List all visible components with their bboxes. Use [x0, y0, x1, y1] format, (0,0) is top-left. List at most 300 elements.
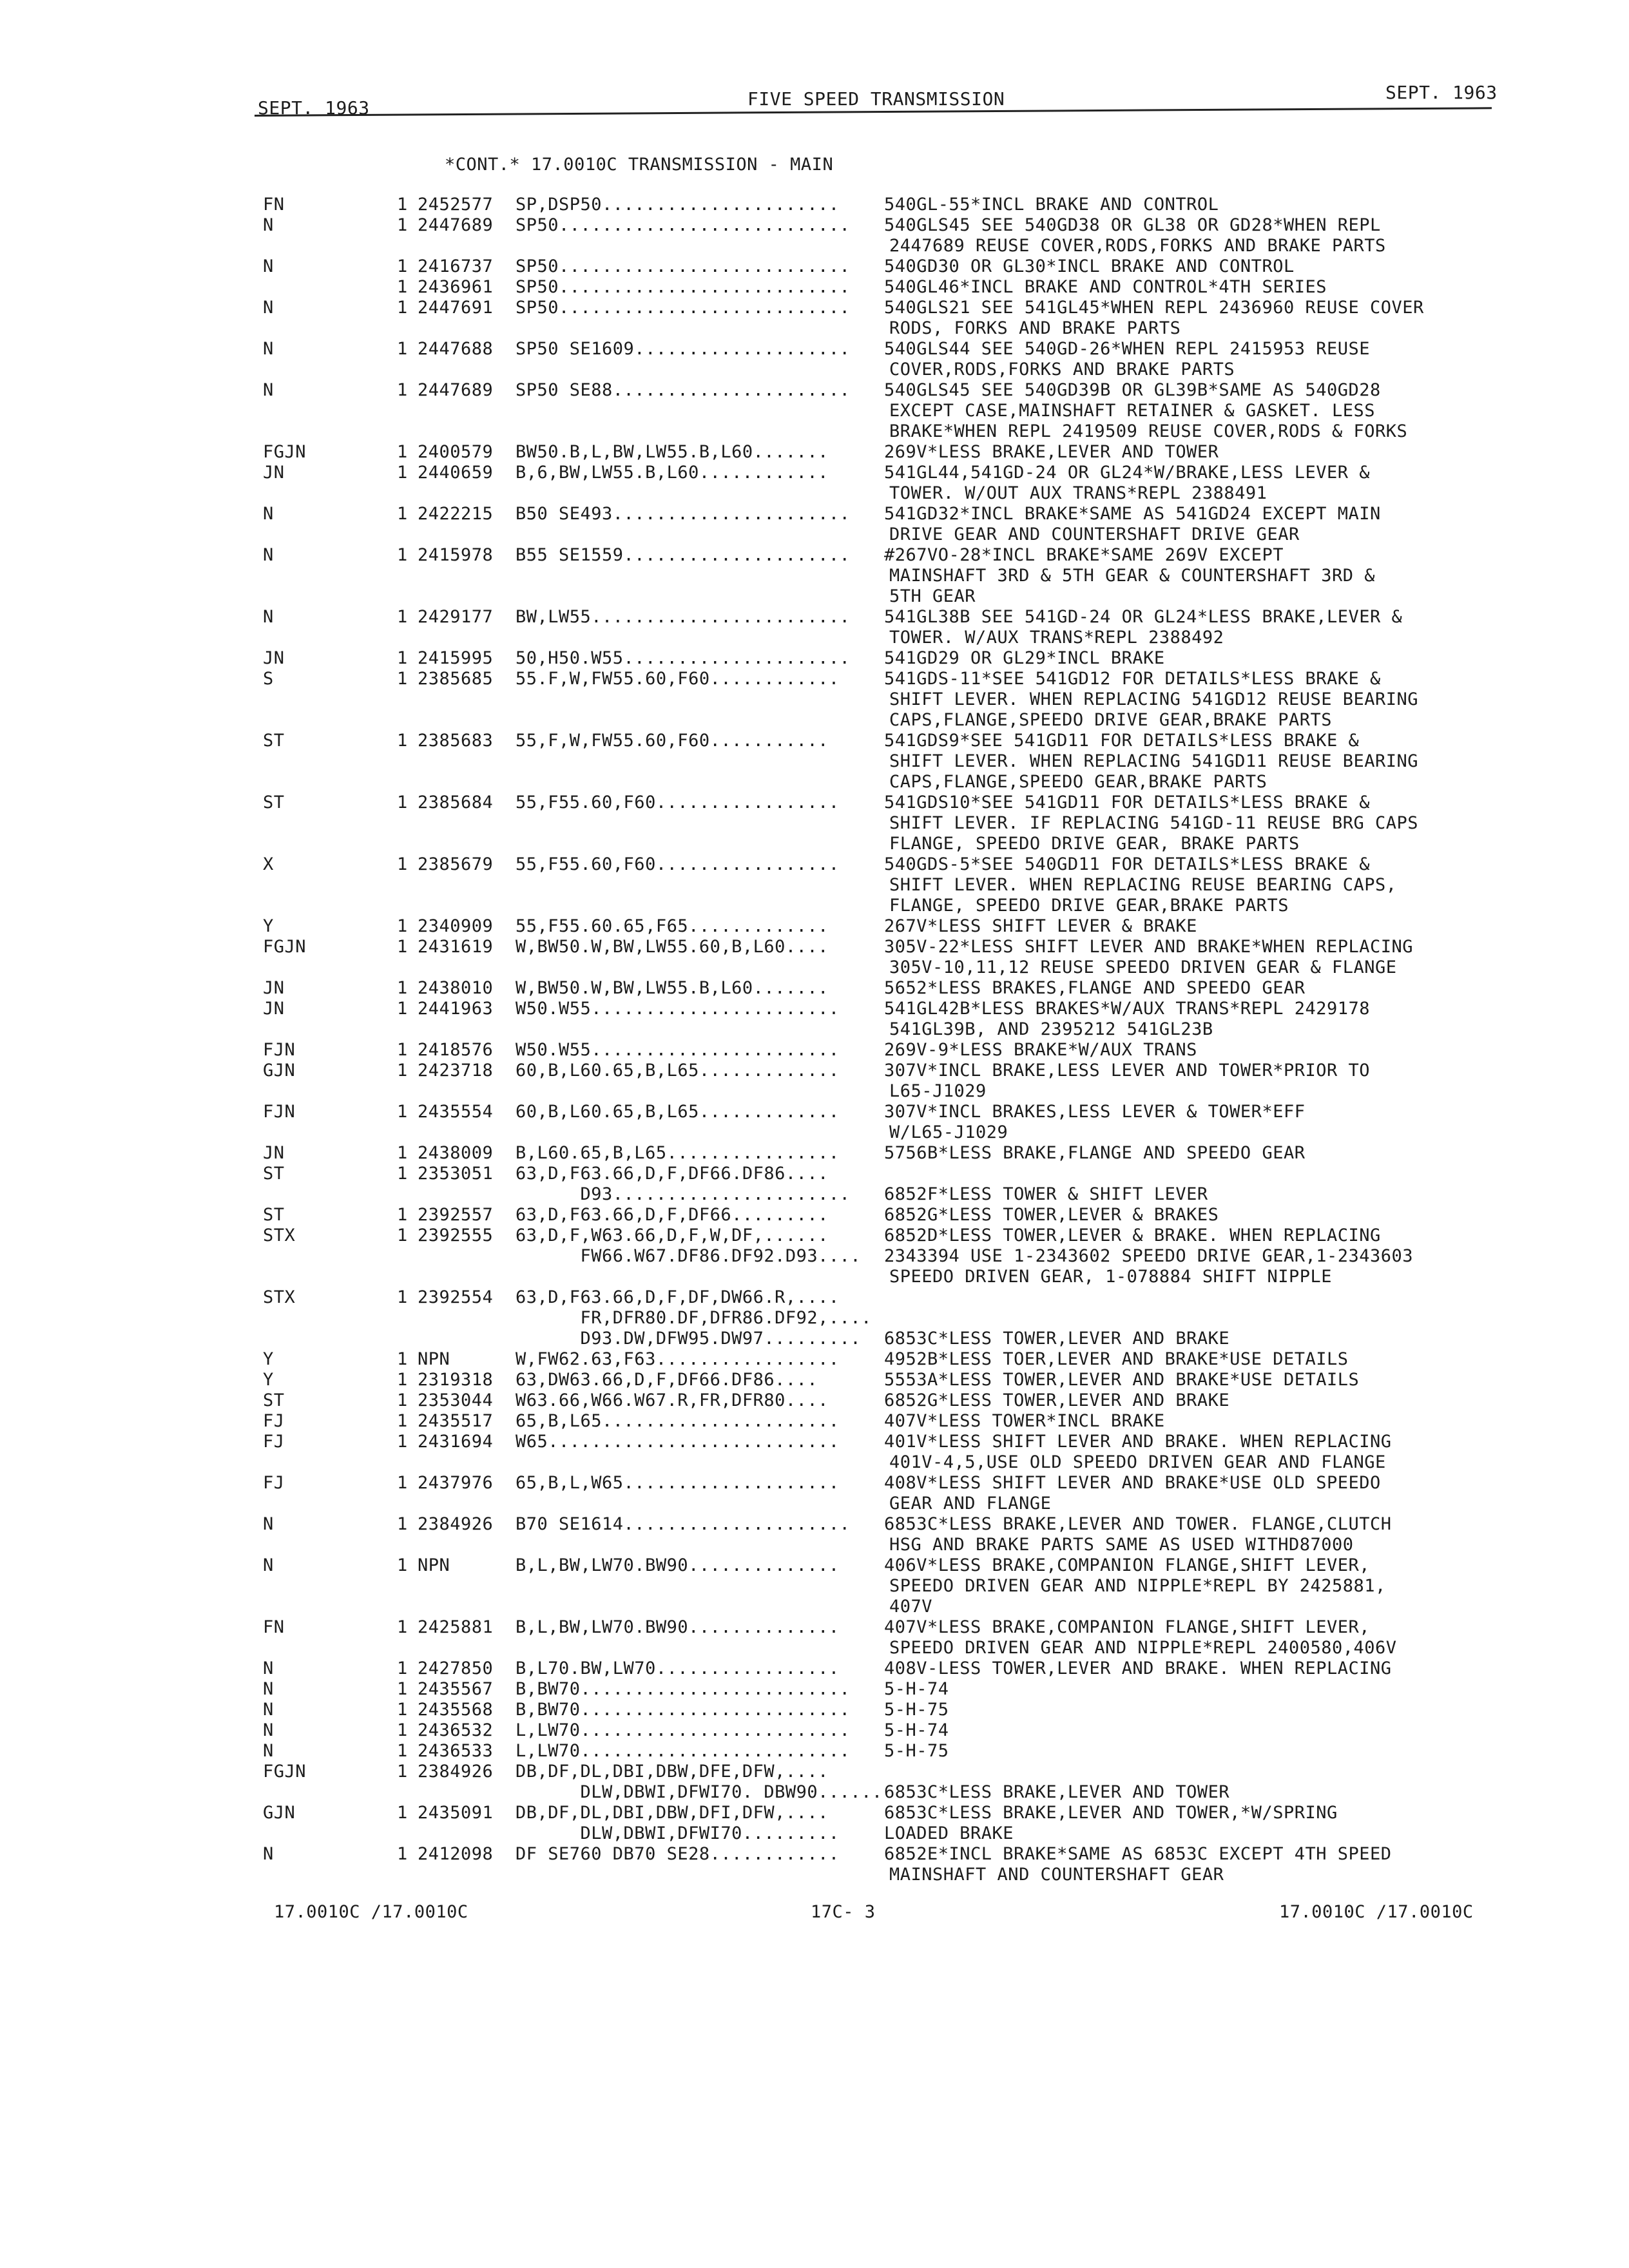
description: 6853C*LESS BRAKE,LEVER AND TOWER,*W/SPRING: [884, 1803, 1338, 1823]
applicability-code: Y: [263, 916, 274, 936]
entry-continuation-line: [0, 957, 1629, 978]
model-list: BW,LW55........................: [516, 607, 851, 627]
quantity: 1: [397, 999, 408, 1019]
parts-entry: [0, 1762, 1629, 1782]
entry-continuation-line: [0, 1597, 1629, 1617]
description: 6852F*LESS TOWER & SHIFT LEVER: [884, 1184, 1208, 1204]
entry-line: [0, 380, 1629, 401]
entry-continuation-line: [0, 524, 1629, 545]
entry-line: [0, 1329, 1629, 1349]
description: 540GLS21 SEE 541GL45*WHEN REPL 2436960 REUSE COVER: [884, 298, 1424, 318]
entry-continuation-line: [0, 1452, 1629, 1473]
description: 6853C*LESS TOWER,LEVER AND BRAKE: [884, 1329, 1230, 1349]
description: 540GLS44 SEE 540GD-26*WHEN REPL 2415953 REUSE: [884, 339, 1370, 359]
quantity: 1: [397, 978, 408, 998]
description-continued: MAINSHAFT 3RD & 5TH GEAR & COUNTERSHAFT 3RD &: [889, 566, 1375, 586]
header-date-right: SEPT. 1963: [1385, 82, 1498, 103]
description-continued: 2447689 REUSE COVER,RODS,FORKS AND BRAKE PARTS: [889, 236, 1386, 256]
parts-entry: [0, 1700, 1629, 1720]
description-continued: CAPS,FLANGE,SPEEDO DRIVE GEAR,BRAKE PARTS: [889, 710, 1332, 730]
entry-line: [0, 1514, 1629, 1535]
description-continued: SPEEDO DRIVEN GEAR AND NIPPLE*REPL 2400580,406V: [889, 1638, 1397, 1658]
entry-line: [0, 1246, 1629, 1267]
entry-line: [0, 1473, 1629, 1494]
applicability-code: JN: [263, 648, 285, 668]
entry-continuation-line: [0, 1865, 1629, 1885]
description: 541GD32*INCL BRAKE*SAME AS 541GD24 EXCEPT MAIN: [884, 504, 1381, 524]
part-number: 2441963: [418, 999, 494, 1019]
applicability-code: N: [263, 1555, 274, 1575]
quantity: 1: [397, 607, 408, 627]
description: 541GL38B SEE 541GD-24 OR GL24*LESS BRAKE,LEVER &: [884, 607, 1403, 627]
entry-line: [0, 1555, 1629, 1576]
applicability-code: N: [263, 256, 274, 276]
applicability-code: FN: [263, 195, 285, 215]
description: 541GD29 OR GL29*INCL BRAKE: [884, 648, 1165, 668]
entry-line: [0, 1658, 1629, 1679]
parts-entry: [0, 1205, 1629, 1225]
quantity: 1: [397, 298, 408, 318]
part-number: 2435567: [418, 1679, 494, 1699]
quantity: 1: [397, 380, 408, 400]
entry-line: [0, 215, 1629, 236]
model-list: 55,F55.60,F60.................: [516, 793, 840, 812]
description-continued: W/L65-J1029: [889, 1122, 1008, 1142]
applicability-code: FGJN: [263, 1762, 307, 1782]
parts-entry: [0, 1349, 1629, 1370]
part-number: 2435091: [418, 1803, 494, 1823]
quantity: 1: [397, 1040, 408, 1060]
applicability-code: FJ: [263, 1411, 285, 1431]
description-continued: CAPS,FLANGE,SPEEDO GEAR,BRAKE PARTS: [889, 772, 1268, 792]
description-continued: 5TH GEAR: [889, 586, 976, 606]
applicability-code: STX: [263, 1225, 296, 1245]
parts-entry: [0, 277, 1629, 298]
model-list: 63,D,F63.66,D,F,DF,DW66.R,....: [516, 1287, 840, 1307]
quantity: 1: [397, 937, 408, 957]
entry-continuation-line: [0, 566, 1629, 586]
quantity: 1: [397, 731, 408, 751]
description: 541GL42B*LESS BRAKES*W/AUX TRANS*REPL 2429178: [884, 999, 1370, 1019]
description: 5756B*LESS BRAKE,FLANGE AND SPEEDO GEAR: [884, 1143, 1306, 1163]
quantity: 1: [397, 1844, 408, 1864]
parts-entry: [0, 1473, 1629, 1514]
model-list: 60,B,L60.65,B,L65.............: [516, 1102, 840, 1122]
applicability-code: STX: [263, 1287, 296, 1307]
parts-entry: [0, 1102, 1629, 1143]
parts-entry: [0, 463, 1629, 504]
entry-continuation-line: [0, 1267, 1629, 1287]
model-list: FR,DFR80.DF,DFR86.DF92,....: [516, 1308, 872, 1328]
header-title: FIVE SPEED TRANSMISSION: [747, 88, 1005, 110]
description-continued: 305V-10,11,12 REUSE SPEEDO DRIVEN GEAR & FLANGE: [889, 957, 1397, 977]
part-number: 2436961: [418, 277, 494, 297]
entry-line: [0, 1762, 1629, 1782]
footer-ref-right: 17.0010C /17.0010C: [1279, 1902, 1474, 1922]
parts-entry: [0, 1246, 1629, 1287]
quantity: 1: [397, 1658, 408, 1678]
applicability-code: N: [263, 1720, 274, 1740]
applicability-code: FJ: [263, 1473, 285, 1493]
footer-ref-left: 17.0010C /17.0010C: [274, 1902, 468, 1922]
parts-entry: [0, 607, 1629, 648]
quantity: 1: [397, 442, 408, 462]
model-list: SP50...........................: [516, 298, 851, 318]
parts-entry: [0, 256, 1629, 277]
parts-entry: [0, 854, 1629, 916]
description: 401V*LESS SHIFT LEVER AND BRAKE. WHEN REPLACING: [884, 1432, 1392, 1452]
entry-line: [0, 1061, 1629, 1081]
description: 541GDS-11*SEE 541GD12 FOR DETAILS*LESS BRAKE &: [884, 669, 1381, 689]
quantity: 1: [397, 1720, 408, 1740]
model-list: W50.W55.......................: [516, 1040, 840, 1060]
entry-line: [0, 442, 1629, 463]
entry-line: [0, 731, 1629, 751]
model-list: BW50.B,L,BW,LW55.B,L60.......: [516, 442, 829, 462]
parts-entry: [0, 978, 1629, 999]
description-continued: FLANGE, SPEEDO DRIVE GEAR, BRAKE PARTS: [889, 834, 1300, 854]
applicability-code: FJ: [263, 1432, 285, 1452]
entry-line: [0, 256, 1629, 277]
description: 4952B*LESS TOER,LEVER AND BRAKE*USE DETAILS: [884, 1349, 1349, 1369]
entry-continuation-line: [0, 1638, 1629, 1658]
applicability-code: JN: [263, 463, 285, 483]
model-list: SP50...........................: [516, 256, 851, 276]
part-number: 2452577: [418, 195, 494, 215]
entry-continuation-line: [0, 896, 1629, 916]
description: 5-H-74: [884, 1720, 949, 1740]
applicability-code: JN: [263, 999, 285, 1019]
parts-entry: [0, 1040, 1629, 1061]
parts-entry: [0, 1411, 1629, 1432]
quantity: 1: [397, 1390, 408, 1410]
description: 307V*INCL BRAKES,LESS LEVER & TOWER*EFF: [884, 1102, 1306, 1122]
applicability-code: N: [263, 215, 274, 235]
part-number: 2435517: [418, 1411, 494, 1431]
part-number: 2431619: [418, 937, 494, 957]
parts-entry: [0, 1370, 1629, 1390]
parts-entry: [0, 215, 1629, 256]
applicability-code: Y: [263, 1349, 274, 1369]
quantity: 1: [397, 1287, 408, 1307]
part-number: 2400579: [418, 442, 494, 462]
description-continued: 407V: [889, 1597, 933, 1617]
model-list: 55,F55.60,F60.................: [516, 854, 840, 874]
part-number: 2431694: [418, 1432, 494, 1452]
entry-line: [0, 1782, 1629, 1803]
entry-continuation-line: [0, 401, 1629, 421]
part-number: 2415995: [418, 648, 494, 668]
applicability-code: N: [263, 607, 274, 627]
part-number: 2440659: [418, 463, 494, 483]
parts-entry: [0, 916, 1629, 937]
description-continued: HSG AND BRAKE PARTS SAME AS USED WITHD87000: [889, 1535, 1354, 1555]
entry-continuation-line: [0, 1081, 1629, 1102]
model-list: W,BW50.W,BW,LW55.60,B,L60....: [516, 937, 829, 957]
applicability-code: FJN: [263, 1102, 296, 1122]
model-list: DLW,DBWI,DFWI70.........: [516, 1823, 840, 1843]
entry-continuation-line: [0, 483, 1629, 504]
applicability-code: FGJN: [263, 937, 307, 957]
model-list: DB,DF,DL,DBI,DBW,DFE,DFW,....: [516, 1762, 829, 1782]
entry-line: [0, 793, 1629, 813]
part-number: 2384926: [418, 1514, 494, 1534]
quantity: 1: [397, 545, 408, 565]
description: 267V*LESS SHIFT LEVER & BRAKE: [884, 916, 1197, 936]
part-number: 2436533: [418, 1741, 494, 1761]
quantity: 1: [397, 1225, 408, 1245]
applicability-code: GJN: [263, 1061, 296, 1081]
description: 541GDS9*SEE 541GD11 FOR DETAILS*LESS BRAKE &: [884, 731, 1360, 751]
parts-entry: [0, 1803, 1629, 1823]
model-list: B55 SE1559.....................: [516, 545, 851, 565]
entry-line: [0, 1205, 1629, 1225]
entry-line: [0, 504, 1629, 524]
applicability-code: N: [263, 545, 274, 565]
applicability-code: JN: [263, 1143, 285, 1163]
parts-entry: [0, 1741, 1629, 1762]
entry-line: [0, 1164, 1629, 1184]
description: 406V*LESS BRAKE,COMPANION FLANGE,SHIFT LEVER,: [884, 1555, 1370, 1575]
description: 541GL44,541GD-24 OR GL24*W/BRAKE,LESS LEVER &: [884, 463, 1370, 483]
quantity: 1: [397, 1617, 408, 1637]
part-number: 2416737: [418, 256, 494, 276]
parts-entry: [0, 504, 1629, 545]
description: 269V-9*LESS BRAKE*W/AUX TRANS: [884, 1040, 1197, 1060]
parts-entry: [0, 1844, 1629, 1885]
entry-line: [0, 545, 1629, 566]
model-list: 60,B,L60.65,B,L65.............: [516, 1061, 840, 1081]
parts-entry: [0, 731, 1629, 793]
quantity: 1: [397, 1061, 408, 1081]
description-continued: SHIFT LEVER. WHEN REPLACING 541GD11 REUSE BEARING: [889, 751, 1419, 771]
part-number: 2447689: [418, 215, 494, 235]
model-list: B,BW70.........................: [516, 1679, 851, 1699]
quantity: 1: [397, 1762, 408, 1782]
quantity: 1: [397, 916, 408, 936]
description: 5553A*LESS TOWER,LEVER AND BRAKE*USE DETAILS: [884, 1370, 1360, 1390]
model-list: W,BW50.W,BW,LW55.B,L60.......: [516, 978, 829, 998]
description: 5-H-75: [884, 1741, 949, 1761]
part-number: 2436532: [418, 1720, 494, 1740]
model-list: B,L70.BW,LW70.................: [516, 1658, 840, 1678]
entry-line: [0, 298, 1629, 318]
model-list: W63.66,W66.W67.R,FR,DFR80....: [516, 1390, 829, 1410]
parts-entry: [0, 793, 1629, 854]
quantity: 1: [397, 1349, 408, 1369]
part-number: 2435568: [418, 1700, 494, 1720]
entry-line: [0, 463, 1629, 483]
description-continued: GEAR AND FLANGE: [889, 1494, 1052, 1514]
quantity: 1: [397, 1370, 408, 1390]
entry-line: [0, 1803, 1629, 1823]
quantity: 1: [397, 1432, 408, 1452]
model-list: 50,H50.W55.....................: [516, 648, 851, 668]
quantity: 1: [397, 1741, 408, 1761]
entry-line: [0, 1143, 1629, 1164]
parts-entry: [0, 1555, 1629, 1617]
entry-line: [0, 1287, 1629, 1308]
entry-line: [0, 1390, 1629, 1411]
description-continued: TOWER. W/AUX TRANS*REPL 2388492: [889, 628, 1224, 648]
description-continued: L65-J1029: [889, 1081, 987, 1101]
applicability-code: ST: [263, 731, 285, 751]
model-list: 55,F,W,FW55.60,F60...........: [516, 731, 829, 751]
quantity: 1: [397, 1700, 408, 1720]
description: 540GL-55*INCL BRAKE AND CONTROL: [884, 195, 1219, 215]
model-list: B,BW70.........................: [516, 1700, 851, 1720]
applicability-code: GJN: [263, 1803, 296, 1823]
parts-entry: [0, 1287, 1629, 1308]
quantity: 1: [397, 1143, 408, 1163]
entry-line: [0, 1844, 1629, 1865]
entry-line: [0, 999, 1629, 1019]
entry-line: [0, 1432, 1629, 1452]
parts-entry: [0, 648, 1629, 669]
part-number: 2438009: [418, 1143, 494, 1163]
part-number: 2425881: [418, 1617, 494, 1637]
entry-continuation-line: [0, 834, 1629, 854]
description-continued: EXCEPT CASE,MAINSHAFT RETAINER & GASKET. LESS: [889, 401, 1375, 421]
applicability-code: JN: [263, 978, 285, 998]
description-continued: COVER,RODS,FORKS AND BRAKE PARTS: [889, 360, 1235, 380]
description: 6852E*INCL BRAKE*SAME AS 6853C EXCEPT 4TH SPEED: [884, 1844, 1392, 1864]
applicability-code: N: [263, 339, 274, 359]
applicability-code: N: [263, 504, 274, 524]
model-list: W,FW62.63,F63.................: [516, 1349, 840, 1369]
entry-line: [0, 1720, 1629, 1741]
parts-entry: [0, 1308, 1629, 1329]
description-continued: RODS, FORKS AND BRAKE PARTS: [889, 318, 1181, 338]
description-continued: 541GL39B, AND 2395212 541GL23B: [889, 1019, 1213, 1039]
model-list: SP50 SE88......................: [516, 380, 851, 400]
description-continued: 401V-4,5,USE OLD SPEEDO DRIVEN GEAR AND FLANGE: [889, 1452, 1386, 1472]
description: 6853C*LESS BRAKE,LEVER AND TOWER. FLANGE,CLUTCH: [884, 1514, 1392, 1534]
description: 307V*INCL BRAKE,LESS LEVER AND TOWER*PRIOR TO: [884, 1061, 1370, 1081]
part-number: 2438010: [418, 978, 494, 998]
quantity: 1: [397, 256, 408, 276]
quantity: 1: [397, 504, 408, 524]
entry-line: [0, 1823, 1629, 1844]
entry-continuation-line: [0, 813, 1629, 834]
parts-entry: [0, 1679, 1629, 1700]
entry-line: [0, 607, 1629, 628]
entry-line: [0, 916, 1629, 937]
applicability-code: N: [263, 1741, 274, 1761]
model-list: D93.DW,DFW95.DW97.........: [516, 1329, 862, 1349]
part-number: 2427850: [418, 1658, 494, 1678]
model-list: SP50...........................: [516, 215, 851, 235]
parts-entry: [0, 1329, 1629, 1349]
parts-entry: [0, 1164, 1629, 1184]
parts-entry: [0, 1061, 1629, 1102]
description: 540GDS-5*SEE 540GD11 FOR DETAILS*LESS BRAKE &: [884, 854, 1370, 874]
description-continued: SPEEDO DRIVEN GEAR AND NIPPLE*REPL BY 2425881,: [889, 1576, 1386, 1596]
part-number: 2353044: [418, 1390, 494, 1410]
applicability-code: N: [263, 1514, 274, 1534]
quantity: 1: [397, 1555, 408, 1575]
description: 5652*LESS BRAKES,FLANGE AND SPEEDO GEAR: [884, 978, 1306, 998]
model-list: DLW,DBWI,DFWI70. DBW90......: [516, 1782, 883, 1802]
entry-line: [0, 1741, 1629, 1762]
model-list: 55.F,W,FW55.60,F60............: [516, 669, 840, 689]
entry-line: [0, 648, 1629, 669]
applicability-code: FGJN: [263, 442, 307, 462]
part-number: 2353051: [418, 1164, 494, 1184]
entry-continuation-line: [0, 628, 1629, 648]
model-list: 63,D,F63.66,D,F,DF66.DF86....: [516, 1164, 829, 1184]
applicability-code: N: [263, 380, 274, 400]
model-list: B,L,BW,LW70.BW90..............: [516, 1617, 840, 1637]
parts-entry: [0, 1184, 1629, 1205]
description: 5-H-75: [884, 1700, 949, 1720]
applicability-code: S: [263, 669, 274, 689]
quantity: 1: [397, 339, 408, 359]
entry-line: [0, 1184, 1629, 1205]
part-number: 2423718: [418, 1061, 494, 1081]
quantity: 1: [397, 669, 408, 689]
entry-line: [0, 669, 1629, 689]
model-list: SP,DSP50......................: [516, 195, 840, 215]
description: 540GLS45 SEE 540GD38 OR GL38 OR GD28*WHEN REPL: [884, 215, 1381, 235]
description: 408V-LESS TOWER,LEVER AND BRAKE. WHEN REPLACING: [884, 1658, 1392, 1678]
model-list: W50.W55.......................: [516, 999, 840, 1019]
part-number: 2392554: [418, 1287, 494, 1307]
applicability-code: FJN: [263, 1040, 296, 1060]
parts-entry: [0, 1390, 1629, 1411]
section-title: *CONT.* 17.0010C TRANSMISSION - MAIN: [445, 155, 834, 175]
model-list: DB,DF,DL,DBI,DBW,DFI,DFW,....: [516, 1803, 829, 1823]
parts-entry: [0, 1143, 1629, 1164]
description-continued: BRAKE*WHEN REPL 2419509 REUSE COVER,RODS & FORKS: [889, 421, 1408, 441]
part-number: 2447689: [418, 380, 494, 400]
entry-line: [0, 1225, 1629, 1246]
description: LOADED BRAKE: [884, 1823, 1014, 1843]
entry-continuation-line: [0, 689, 1629, 710]
quantity: 1: [397, 854, 408, 874]
entry-line: [0, 1349, 1629, 1370]
entry-line: [0, 277, 1629, 298]
part-number: 2418576: [418, 1040, 494, 1060]
parts-entry: [0, 999, 1629, 1040]
part-number: 2384926: [418, 1762, 494, 1782]
description: 540GLS45 SEE 540GD39B OR GL39B*SAME AS 540GD28: [884, 380, 1381, 400]
part-number: NPN: [418, 1555, 450, 1575]
model-list: L,LW70.........................: [516, 1720, 851, 1740]
model-list: B,6,BW,LW55.B,L60............: [516, 463, 829, 483]
quantity: 1: [397, 648, 408, 668]
description: 6852G*LESS TOWER,LEVER & BRAKES: [884, 1205, 1219, 1225]
part-number: 2385685: [418, 669, 494, 689]
entry-line: [0, 1040, 1629, 1061]
entry-continuation-line: [0, 751, 1629, 772]
part-number: 2385683: [418, 731, 494, 751]
description-continued: SHIFT LEVER. WHEN REPLACING 541GD12 REUSE BEARING: [889, 689, 1419, 709]
model-list: 63,DW63.66,D,F,DF66.DF86....: [516, 1370, 818, 1390]
description: #267VO-28*INCL BRAKE*SAME 269V EXCEPT: [884, 545, 1284, 565]
entry-continuation-line: [0, 236, 1629, 256]
parts-entry: [0, 1782, 1629, 1803]
parts-entry: [0, 1823, 1629, 1844]
entry-line: [0, 1700, 1629, 1720]
applicability-code: X: [263, 854, 274, 874]
description: 540GD30 OR GL30*INCL BRAKE AND CONTROL: [884, 256, 1295, 276]
part-number: 2437976: [418, 1473, 494, 1493]
entry-continuation-line: [0, 1494, 1629, 1514]
applicability-code: ST: [263, 793, 285, 812]
entry-continuation-line: [0, 772, 1629, 793]
entry-line: [0, 978, 1629, 999]
